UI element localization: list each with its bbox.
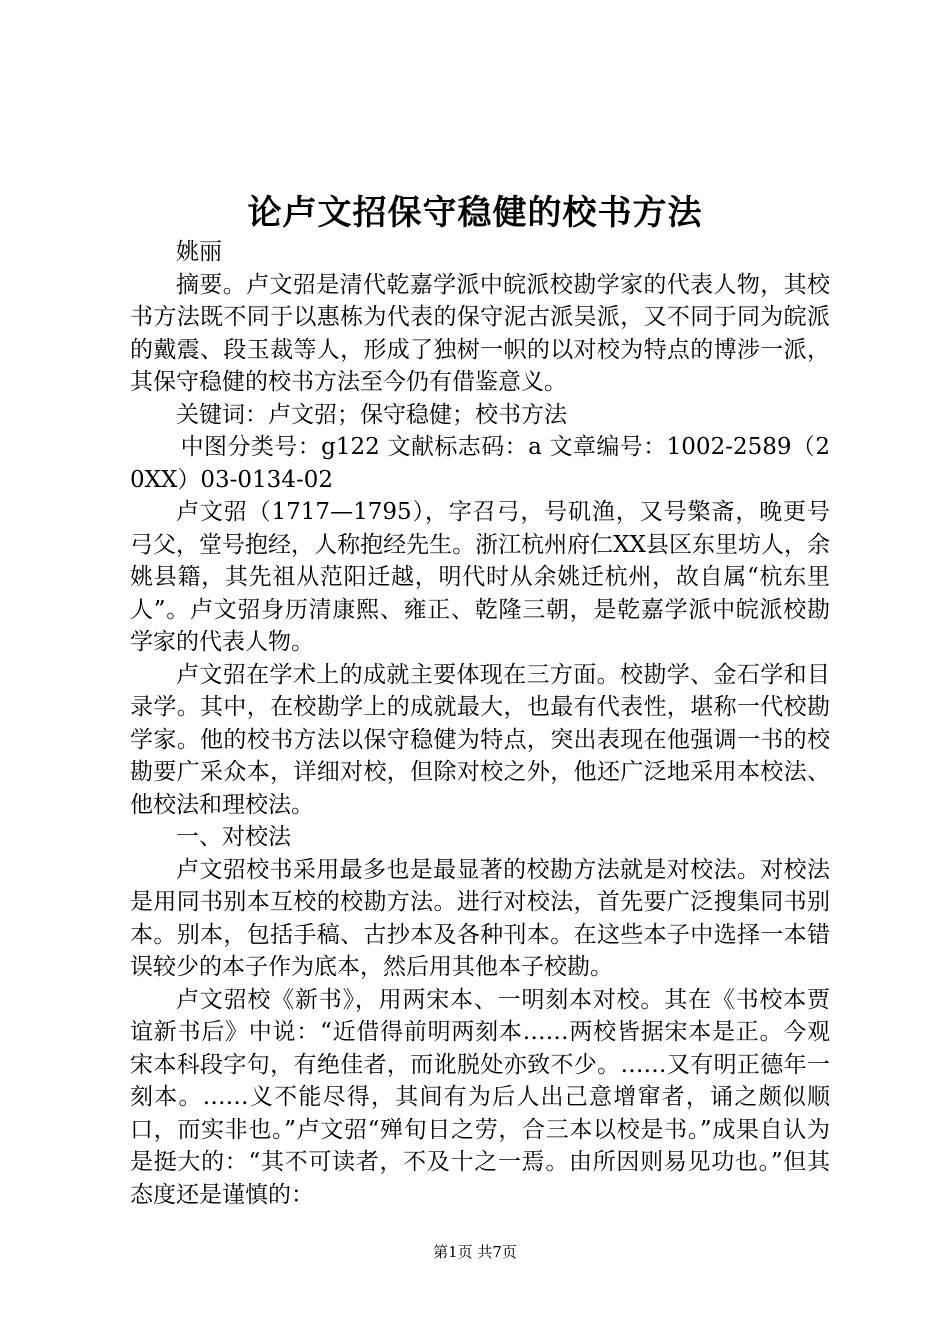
classification-line: 中图分类号：g122 文献标志码：a 文章编号：1002-2589（20XX）03-0134-02 [130,434,830,493]
section-heading: 一、对校法 [176,824,291,850]
author-line: 姚丽 [176,239,222,265]
page-number-footer: 第1页 共7页 [433,1243,517,1261]
body-paragraph: 卢文弨（1717—1795），字召弓，号矶渔，又号檠斋，晚更号弓父，堂号抱经，人称抱经先生。浙江杭州府仁XX县区东里坊人，余姚县籍，其先祖从范阳迁越，明代时从余姚迁杭州，故自属“杭东里人”。卢文弨身历清康熙、雍正、乾隆三朝，是乾嘉学派中皖派校勘学家的代表人物。 [130,499,830,655]
body-paragraph: 卢文弨在学术上的成就主要体现在三方面。校勘学、金石学和目录学。其中，在校勘学上的成就最大，也最有代表性，堪称一代校勘学家。他的校书方法以保守稳健为特点，突出表现在他强调一书的校勘要广采众本，详细对校，但除对校之外，他还广泛地采用本校法、他校法和理校法。 [130,661,830,818]
body-paragraph: 卢文弨校书采用最多也是最显著的校勘方法就是对校法。对校法是用同书别本互校的校勘方法。进行对校法，首先要广泛搜集同书别本。别本，包括手稿、古抄本及各种刊本。在这些本子中选择一本错误较少的本子作为底本，然后用其他本子校勘。 [130,856,830,980]
document-title: 论卢文招保守稳健的校书方法 [247,193,703,233]
keywords-line: 关键词：卢文弨；保守稳健；校书方法 [176,401,567,428]
body-paragraph: 卢文弨校《新书》，用两宋本、一明刻本对校。其在《书校本贾谊新书后》中说：“近借得前明两刻本……两校皆据宋本是正。今观宋本科段字句，有绝佳者，而讹脱处亦致不少。……又有明正德年一刻本。……义不能尽得，其间有为后人出己意增窜者，诵之颇似顺口，而实非也。”卢文弨“殚旬日之劳，合三本以校是书。”成果自认为是挺大的：“其不可读者，不及十之一焉。由所因则易见功也。”但其态度还是谨慎的： [130,986,830,1208]
abstract-paragraph: 摘要。卢文弨是清代乾嘉学派中皖派校勘学家的代表人物，其校书方法既不同于以惠栋为代表的保守泥古派吴派，又不同于同为皖派的戴震、段玉裁等人，形成了独树一帜的以对校为特点的博涉一派，其保守稳健的校书方法至今仍有借鉴意义。 [130,271,830,395]
document-body [130,236,830,1211]
